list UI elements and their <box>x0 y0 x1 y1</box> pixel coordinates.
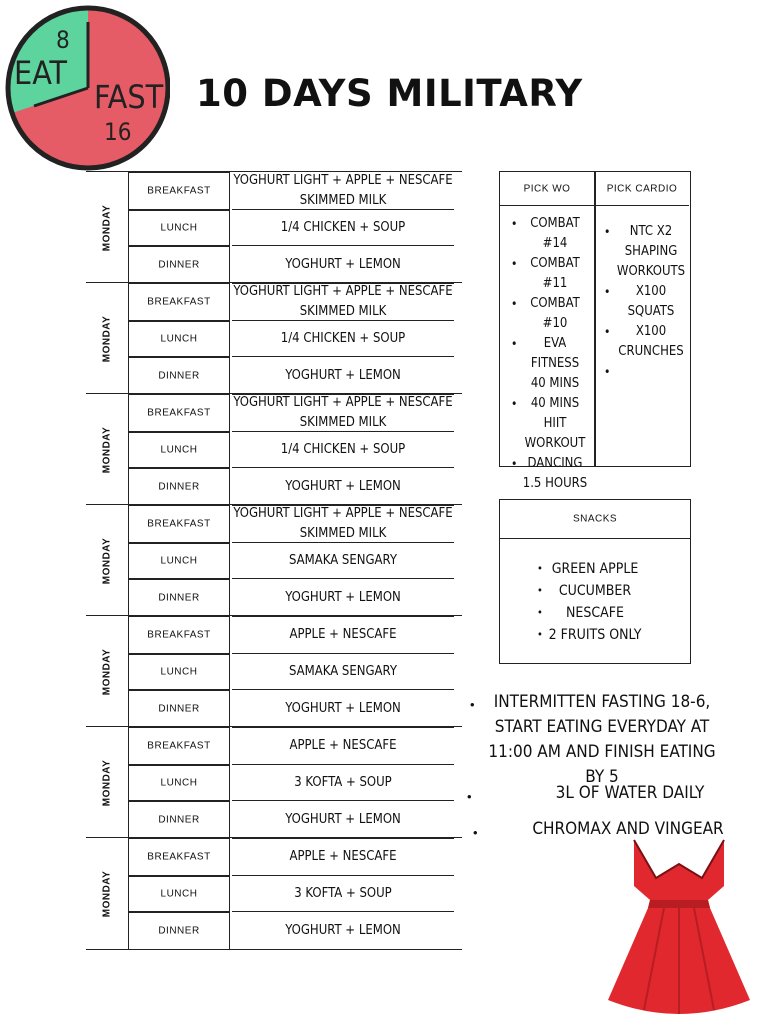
snack-item: • CUCUMBER <box>537 583 632 599</box>
food-text: 1/4 CHICKEN + SOUP <box>280 219 406 235</box>
meal-label: DINNER <box>158 703 200 715</box>
meal-label: BREAKFAST <box>147 185 211 197</box>
snack-item: • GREEN APPLE <box>537 561 639 577</box>
food-cell <box>232 394 454 432</box>
pick-cardio-header: PICK CARDIO <box>595 172 689 206</box>
meal-label: BREAKFAST <box>147 629 211 641</box>
food-cell <box>232 505 454 543</box>
chromax-note: CHROMAX AND VINGEAR <box>532 819 724 839</box>
meal-label: BREAKFAST <box>147 407 211 419</box>
day-label <box>86 727 128 839</box>
meal-label-cell <box>128 765 230 801</box>
water-note: 3L OF WATER DAILY <box>555 783 705 803</box>
snack-item: • 2 FRUITS ONLY <box>537 627 642 643</box>
food-cell <box>232 210 454 246</box>
day-block <box>86 393 462 506</box>
logo-fast-text: FAST <box>94 78 164 116</box>
meal-label-cell <box>128 357 230 395</box>
food-text: YOGHURT + LEMON <box>285 478 401 494</box>
food-cell <box>232 246 454 284</box>
food-text: APPLE + NESCAFE <box>289 848 397 864</box>
workout-list <box>514 214 588 494</box>
meal-label-cell <box>128 505 230 543</box>
food-cell <box>232 801 454 839</box>
food-cell <box>232 579 454 617</box>
food-text: 1/4 CHICKEN + SOUP <box>280 441 406 457</box>
meal-label: LUNCH <box>160 888 198 900</box>
meal-label: DINNER <box>158 814 200 826</box>
food-text: YOGHURT + LEMON <box>285 256 401 272</box>
day-label <box>86 838 128 950</box>
meal-label-cell <box>128 210 230 246</box>
workout-item: • 40 MINS HIIT WORKOUT <box>514 394 588 454</box>
food-text: YOGHURT LIGHT + APPLE + NESCAFE SKIMMED MILK <box>233 172 453 208</box>
food-cell <box>232 172 454 210</box>
snack-item: • NESCAFE <box>537 605 624 621</box>
workout-item: • EVA FITNESS 40 MINS <box>514 334 588 394</box>
food-cell <box>232 690 454 728</box>
meal-label: DINNER <box>158 925 200 937</box>
note-bullet: • <box>470 697 475 712</box>
day-label <box>86 616 128 728</box>
food-text: APPLE + NESCAFE <box>289 626 397 642</box>
day-label <box>86 172 128 284</box>
food-text: 1/4 CHICKEN + SOUP <box>280 330 406 346</box>
pick-column-divider <box>594 172 596 466</box>
food-text: 3 KOFTA + SOUP <box>294 885 392 901</box>
food-text: SAMAKA SENGARY <box>289 552 397 568</box>
food-cell <box>232 432 454 468</box>
meal-label-cell <box>128 579 230 617</box>
day-block <box>86 171 462 284</box>
meal-label-cell <box>128 690 230 728</box>
page-title: 10 DAYS MILITARY <box>196 72 583 115</box>
day-label <box>86 283 128 395</box>
food-text: YOGHURT LIGHT + APPLE + NESCAFE SKIMMED MILK <box>233 283 453 319</box>
note-bullet: • <box>473 825 478 840</box>
cardio-item: • X100 SQUATS <box>606 282 686 322</box>
meal-label-cell <box>128 654 230 690</box>
food-text: YOGHURT + LEMON <box>285 367 401 383</box>
food-cell <box>232 357 454 395</box>
meal-label-cell <box>128 727 230 765</box>
logo-top-number: 8 <box>56 26 70 54</box>
meal-label: LUNCH <box>160 666 198 678</box>
meal-label-cell <box>128 321 230 357</box>
meal-label-cell <box>128 912 230 950</box>
food-cell <box>232 727 454 765</box>
day-label-text: MONDAY <box>101 426 113 474</box>
snacks-table <box>499 499 691 664</box>
cardio-item: • NTC X2 SHAPING WORKOUTS <box>606 222 686 282</box>
food-text: APPLE + NESCAFE <box>289 737 397 753</box>
logo-eat-text: EAT <box>14 54 67 92</box>
workout-item: • COMBAT #14 <box>514 214 588 254</box>
food-text: YOGHURT + LEMON <box>285 589 401 605</box>
food-text: 3 KOFTA + SOUP <box>294 774 392 790</box>
workout-item: • COMBAT #10 <box>514 294 588 334</box>
food-cell <box>232 765 454 801</box>
day-label-text: MONDAY <box>101 315 113 363</box>
food-cell <box>232 654 454 690</box>
snacks-header: SNACKS <box>500 500 690 539</box>
meal-label: DINNER <box>158 370 200 382</box>
workout-item: • COMBAT #11 <box>514 254 588 294</box>
meal-label-cell <box>128 801 230 839</box>
eat-fast-clock-logo <box>2 4 170 172</box>
pick-workout-table <box>499 171 691 491</box>
day-block <box>86 615 462 728</box>
food-cell <box>232 616 454 654</box>
day-block <box>86 504 462 617</box>
meal-label-cell <box>128 543 230 579</box>
food-text: YOGHURT LIGHT + APPLE + NESCAFE SKIMMED MILK <box>233 394 453 430</box>
day-block <box>86 726 462 839</box>
meal-label-cell <box>128 172 230 210</box>
meal-label: LUNCH <box>160 555 198 567</box>
meal-label: BREAKFAST <box>147 740 211 752</box>
food-text: YOGHURT LIGHT + APPLE + NESCAFE SKIMMED MILK <box>233 505 453 541</box>
workout-item: • DANCING 1.5 HOURS <box>514 454 588 494</box>
meal-label: LUNCH <box>160 222 198 234</box>
cardio-list <box>606 222 686 362</box>
food-cell <box>232 876 454 912</box>
meal-label-cell <box>128 246 230 284</box>
note-bullet: • <box>467 789 472 804</box>
meal-label-cell <box>128 616 230 654</box>
meal-label: DINNER <box>158 259 200 271</box>
day-label-text: MONDAY <box>101 870 113 918</box>
meal-label-cell <box>128 468 230 506</box>
meal-label-cell <box>128 283 230 321</box>
red-dress-illustration <box>604 838 754 1020</box>
food-text: YOGHURT + LEMON <box>285 922 401 938</box>
food-cell <box>232 321 454 357</box>
food-cell <box>232 912 454 950</box>
day-block <box>86 282 462 395</box>
logo-bottom-number: 16 <box>104 118 132 146</box>
dress-waistband <box>648 900 710 908</box>
cardio-item: • X100 CRUNCHES <box>606 322 686 362</box>
meal-label: BREAKFAST <box>147 296 211 308</box>
fasting-note: INTERMITTEN FASTING 18-6, START EATING EVERYDAY AT 11:00 AM AND FINISH EATING BY 5 <box>488 692 716 787</box>
meal-label: BREAKFAST <box>147 851 211 863</box>
day-label-text: MONDAY <box>101 648 113 696</box>
food-cell <box>232 468 454 506</box>
meal-label-cell <box>128 876 230 912</box>
pick-wo-header: PICK WO <box>500 172 594 206</box>
meal-label-cell <box>128 432 230 468</box>
day-block <box>86 837 462 950</box>
day-label-text: MONDAY <box>101 204 113 252</box>
meal-label-cell <box>128 838 230 876</box>
meal-label: DINNER <box>158 481 200 493</box>
food-text: YOGHURT + LEMON <box>285 700 401 716</box>
day-label-text: MONDAY <box>101 759 113 807</box>
day-label-text: MONDAY <box>101 537 113 585</box>
snacks-list <box>500 558 690 646</box>
meal-label: LUNCH <box>160 444 198 456</box>
food-cell <box>232 283 454 321</box>
food-cell <box>232 838 454 876</box>
meal-label: LUNCH <box>160 333 198 345</box>
meal-label: LUNCH <box>160 777 198 789</box>
food-cell <box>232 543 454 579</box>
meal-label-cell <box>128 394 230 432</box>
food-text: YOGHURT + LEMON <box>285 811 401 827</box>
day-label <box>86 505 128 617</box>
day-label <box>86 394 128 506</box>
food-text: SAMAKA SENGARY <box>289 663 397 679</box>
meal-label: BREAKFAST <box>147 518 211 530</box>
meal-label: DINNER <box>158 592 200 604</box>
